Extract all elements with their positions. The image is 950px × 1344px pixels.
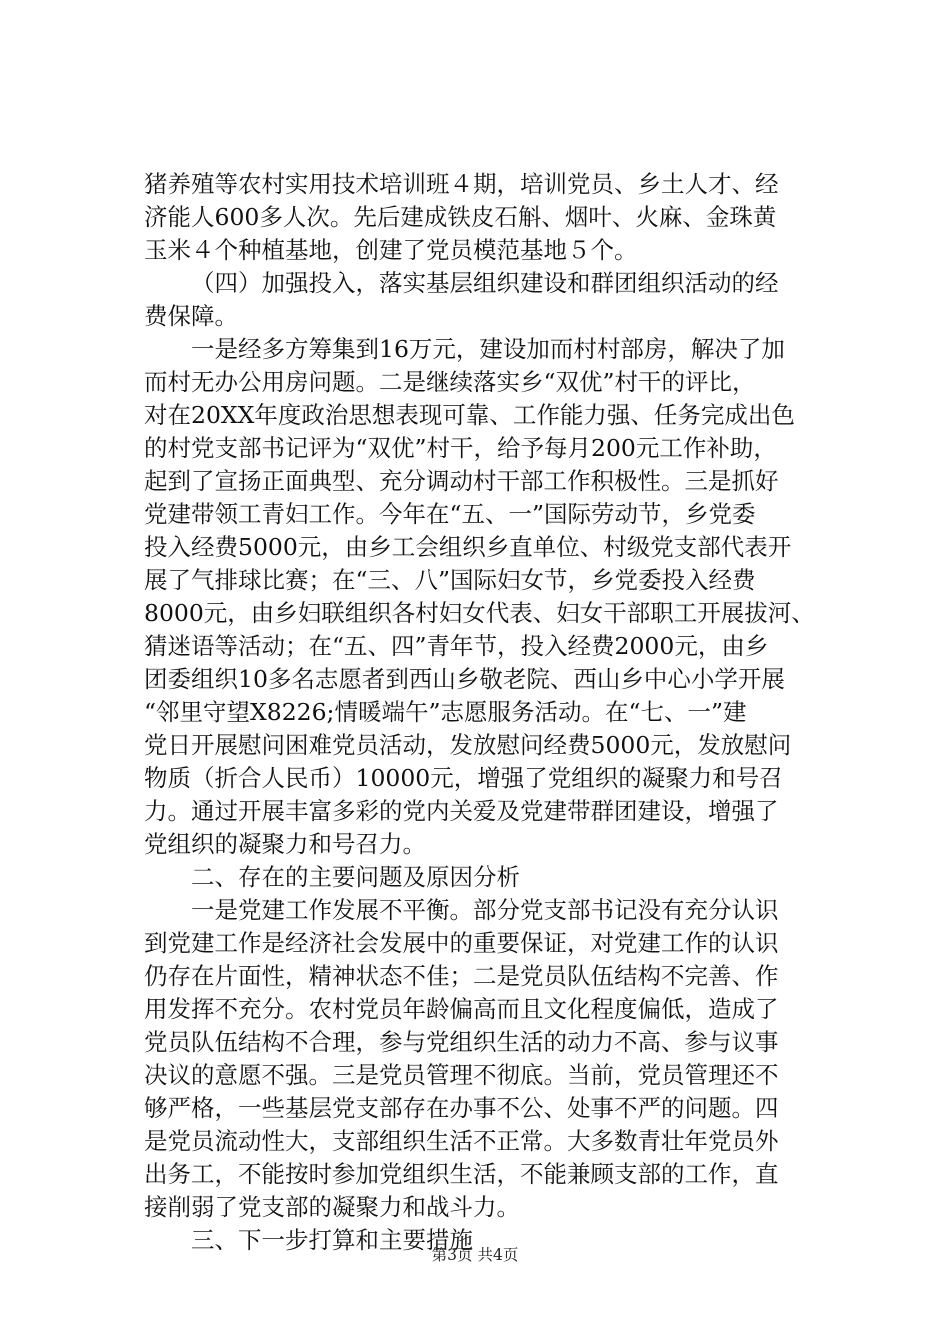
text-line: 二、存在的主要问题及原因分析: [191, 863, 520, 891]
text-line: 起到了宣扬正面典型、充分调动村干部工作积极性。三是抓好: [144, 467, 779, 495]
text-line: 用发挥不充分。农村党员年龄偏高而且文化程度偏低，造成了: [144, 995, 779, 1023]
text-line: 党建带领工青妇工作。今年在“五、一”国际劳动节，乡党委: [144, 500, 756, 528]
text-line: 的村党支部书记评为“双优”村干，给予每月200元工作补助，: [144, 434, 777, 462]
document-body: [144, 168, 836, 1257]
page-footer: [0, 1244, 950, 1266]
text-line: 接削弱了党支部的凝聚力和战斗力。: [144, 1193, 520, 1221]
page-number-label: 第3页 共4页: [431, 1246, 519, 1264]
text-line: 三、下一步打算和主要措施: [191, 1226, 473, 1254]
text-line: 仍存在片面性，精神状态不佳；二是党员队伍结构不完善、作: [144, 962, 779, 990]
text-line: 猪养殖等农村实用技术培训班４期，培训党员、乡土人才、经: [144, 170, 779, 198]
text-line: （四）加强投入，落实基层组织建设和群团组织活动的经: [191, 269, 779, 297]
text-line: 党日开展慰问困难党员活动，发放慰问经费5000元，发放慰问: [144, 731, 792, 759]
text-line: 费保障。: [144, 302, 238, 330]
text-line: “邻里守望X8226;情暖端午”志愿服务活动。在“七、一”建: [144, 698, 747, 726]
text-line: 8000元，由乡妇联组织各村妇女代表、妇女干部职工开展拔河、: [144, 599, 815, 627]
text-line: 党员队伍结构不合理，参与党组织生活的动力不高、参与议事: [144, 1028, 779, 1056]
text-line: 展了气排球比赛；在“三、八”国际妇女节，乡党委投入经费: [144, 566, 756, 594]
text-line: 党组织的凝聚力和号召力。: [144, 830, 426, 858]
text-line: 对在20XX年度政治思想表现可靠、工作能力强、任务完成出色: [144, 401, 795, 429]
text-line: 出务工，不能按时参加党组织生活，不能兼顾支部的工作，直: [144, 1160, 779, 1188]
text-line: 一是经多方筹集到16万元，建设加而村村部房，解决了加: [191, 335, 785, 363]
text-line: 猜迷语等活动；在“五、四”青年节，投入经费2000元，由乡: [144, 632, 769, 660]
text-line: 一是党建工作发展不平衡。部分党支部书记没有充分认识: [191, 896, 779, 924]
text-line: 物质（折合人民币）10000元，增强了党组织的凝聚力和号召: [144, 764, 783, 792]
text-line: 团委组织10多名志愿者到西山乡敬老院、西山乡中心小学开展: [144, 665, 785, 693]
text-line: 够严格，一些基层党支部存在办事不公、处事不严的问题。四: [144, 1094, 779, 1122]
text-line: 玉米４个种植基地，创建了党员模范基地５个。: [144, 236, 638, 264]
text-line: 决议的意愿不强。三是党员管理不彻底。当前，党员管理还不: [144, 1061, 779, 1089]
text-line: 投入经费5000元，由乡工会组织乡直单位、村级党支部代表开: [144, 533, 792, 561]
text-line: 力。通过开展丰富多彩的党内关爱及党建带群团建设，增强了: [144, 797, 779, 825]
text-line: 是党员流动性大，支部组织生活不正常。大多数青壮年党员外: [144, 1127, 779, 1155]
text-line: 济能人600多人次。先后建成铁皮石斛、烟叶、火麻、金珠黄: [144, 203, 777, 231]
text-line: 而村无办公用房问题。二是继续落实乡“双优”村干的评比，: [144, 368, 756, 396]
text-line: 到党建工作是经济社会发展中的重要保证，对党建工作的认识: [144, 929, 779, 957]
